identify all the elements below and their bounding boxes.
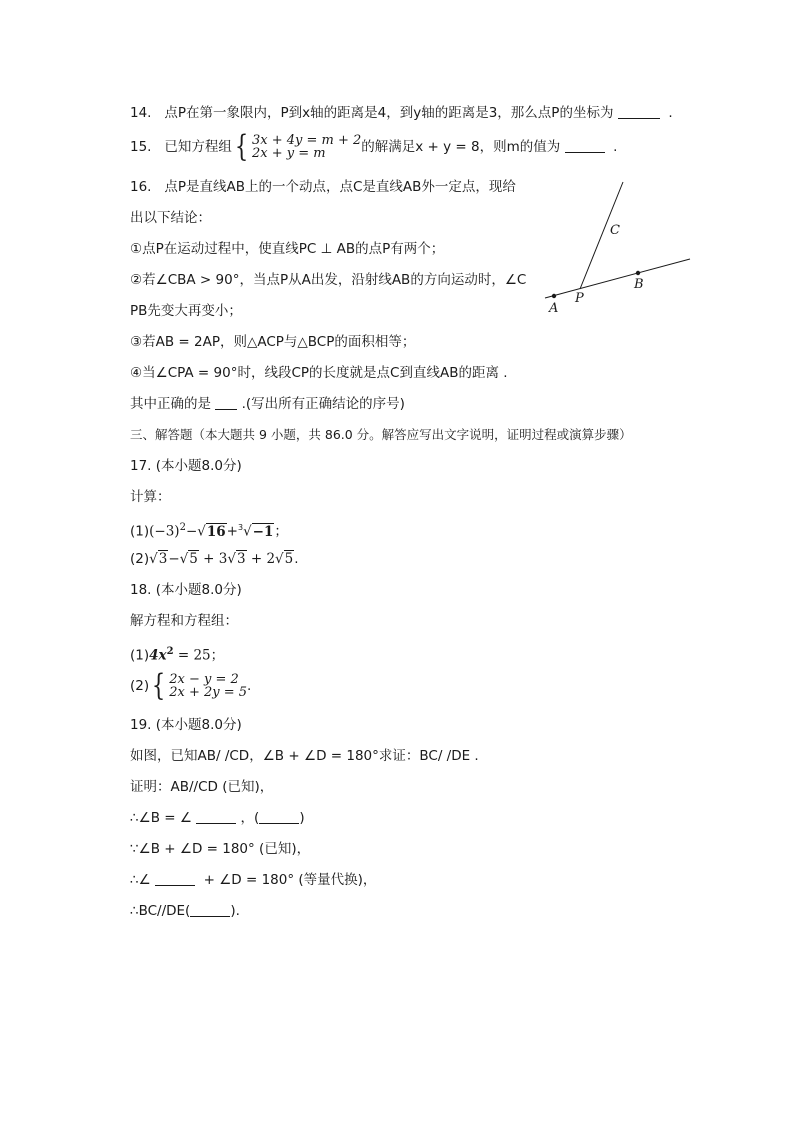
q17-p2-r1: 3 [158,551,168,567]
q18-task [130,612,238,630]
q17-p1-label: (1) [130,523,150,540]
q16-c3: ③若AB = 2AP，则△ACP与△BCP的面积相等； [130,334,416,350]
section-3-heading [130,426,632,444]
q18-p1-rest: = 25； [177,647,225,664]
q17-p2-plus1: + 3 [203,551,228,567]
q19-stmt: 如图，已知AB/ /CD，∠B + ∠D = 180°求证：BC/ /DE . [130,748,479,764]
q16-number: 16. [130,179,152,195]
q19-statement [130,747,479,765]
line-ab [545,259,690,298]
q16-geometry-figure [540,178,700,318]
q16-conclusion-1 [130,240,444,258]
q15-equation-system [232,129,362,164]
q18-p1-eq: 4x [149,647,167,664]
q19-s3-a: ∴∠ [130,872,151,888]
q18-header: 18. (本小题8.0分) [130,582,242,598]
q16-c2a: ②若∠CBA > 90°，当点P从A出发，沿射线AB的方向运动时，∠C [130,272,527,288]
q17-p2-end: . [294,551,299,567]
q19-s1-c: ) [299,810,305,826]
q18-eq2: 2x + 2y = 5 [169,685,248,700]
q16-ask [130,395,405,413]
sqrt-icon: √ [197,523,206,540]
q17-p2-r2: 5 [189,551,198,567]
q15-end: . [613,139,618,155]
q17-header: 17. (本小题8.0分) [130,458,242,474]
q19-s3-b: + ∠D = 180° (等量代换)， [203,872,377,888]
q19-s1-b: ，( [240,810,260,826]
q17-task-text: 计算： [130,489,171,505]
q18-task-text: 解方程和方程组： [130,613,238,629]
q16-line2: 出以下结论： [130,210,211,226]
q17-p1-cbrt: −1 [252,523,274,540]
q16-conclusion-4 [130,364,508,382]
question-16-line2 [130,209,211,227]
q14-number: 14. [130,105,152,121]
q15-eq1: 3x + 4y = m + 2 [251,133,362,148]
q19-head [130,716,242,734]
label-c: C [610,223,620,238]
q19-step2 [130,840,310,858]
q19-proof-text: 证明：AB//CD (已知)， [130,779,274,795]
q19-blank-4[interactable] [190,902,230,917]
q17-p2-r3: 3 [236,551,246,567]
q19-s4-b: ). [230,903,240,919]
section-3-title: 三、解答题（本大题共 9 小题，共 86.0 分。解答应写出文字说明，证明过程或演算步骤） [130,427,632,442]
q18-p1-exp: 2 [166,646,174,657]
q18-head [130,581,242,599]
q15-eq2: 2x + y = m [251,146,326,161]
q14-answer-blank[interactable] [618,104,660,119]
q17-p1-minus: − [185,523,198,540]
q19-blank-3[interactable] [155,871,195,886]
question-16-line1 [130,178,516,196]
q16-conclusion-3 [130,333,415,351]
q19-step1 [130,809,305,827]
sqrt-icon: √ [179,551,189,567]
q17-p2-minus: − [168,551,180,567]
q17-task [130,488,171,506]
label-b: B [634,277,644,292]
q17-p1-base: (−3) [149,523,180,540]
q19-blank-1[interactable] [196,809,236,824]
q18-part2 [130,670,251,702]
q17-p1-radicand: 16 [206,523,226,540]
sqrt-icon: √ [149,551,158,567]
q19-step4 [130,902,240,920]
q17-p1-exp: 2 [179,522,186,533]
point-a-dot [552,294,556,298]
q17-head [130,457,242,475]
q18-p2-label: (2) [130,678,150,694]
q15-answer-blank[interactable] [565,138,605,153]
q14-end: . [668,105,673,121]
q16-ask-post: .(写出所有正确结论的序号) [241,396,405,412]
q16-c1: ①点P在运动过程中，使直线PC ⊥ AB的点P有两个； [130,241,445,257]
label-a: A [549,301,559,316]
q16-c4: ④当∠CPA = 90°时，线段CP的长度就是点C到直线AB的距离 . [130,365,508,381]
q17-p1-plus: + [226,523,238,540]
label-p: P [575,291,584,306]
q17-part1 [130,519,288,541]
q15-pre: 已知方程组 [164,139,232,155]
q19-s4-a: ∴BC//DE( [130,903,191,919]
q16-conclusion-2b [130,302,242,320]
q17-p1-root-index: 3 [237,523,244,532]
q16-ask-pre: 其中正确的是 [130,396,211,412]
q15-number: 15. [130,139,152,155]
sqrt-icon: √ [227,551,236,567]
q19-header: 19. (本小题8.0分) [130,717,242,733]
q17-part2 [130,550,299,568]
point-b-dot [636,271,640,275]
q19-blank-2[interactable] [259,809,299,824]
q16-conclusion-2 [130,271,526,289]
q18-equation-system [149,668,248,703]
cube-root-icon: √ [243,523,252,540]
question-15 [130,129,618,164]
q19-s2: ∵∠B + ∠D = 180° (已知)， [130,841,311,857]
q18-part1 [130,643,224,665]
q17-p2-r4: 5 [284,551,294,567]
q17-p2-label: (2) [130,551,150,567]
q16-line1: 点P是直线AB上的一个动点，点C是直线AB外一定点，现给 [164,179,516,195]
q18-p1-label: (1) [130,647,150,664]
q19-proof [130,778,273,796]
brace-icon: { [234,129,249,164]
q15-post: 的解满足x + y = 8，则m的值为 [361,139,561,155]
q19-s1-a: ∴∠B = ∠ [130,810,192,826]
question-14 [130,104,673,122]
sqrt-icon: √ [275,551,284,567]
q16-c2b: PB先变大再变小； [130,303,242,319]
q18-eq1: 2x − y = 2 [169,672,239,687]
q18-p2-end: . [247,678,252,694]
brace-icon: { [151,668,166,703]
q16-answer-blank[interactable] [215,395,237,410]
q19-step3 [130,871,376,889]
q14-text: 点P在第一象限内，P到x轴的距离是4，到y轴的距离是3，那么点P的坐标为 [164,105,614,121]
q17-p2-plus2: + 2 [250,551,276,567]
q17-p1-end: ； [274,523,288,540]
